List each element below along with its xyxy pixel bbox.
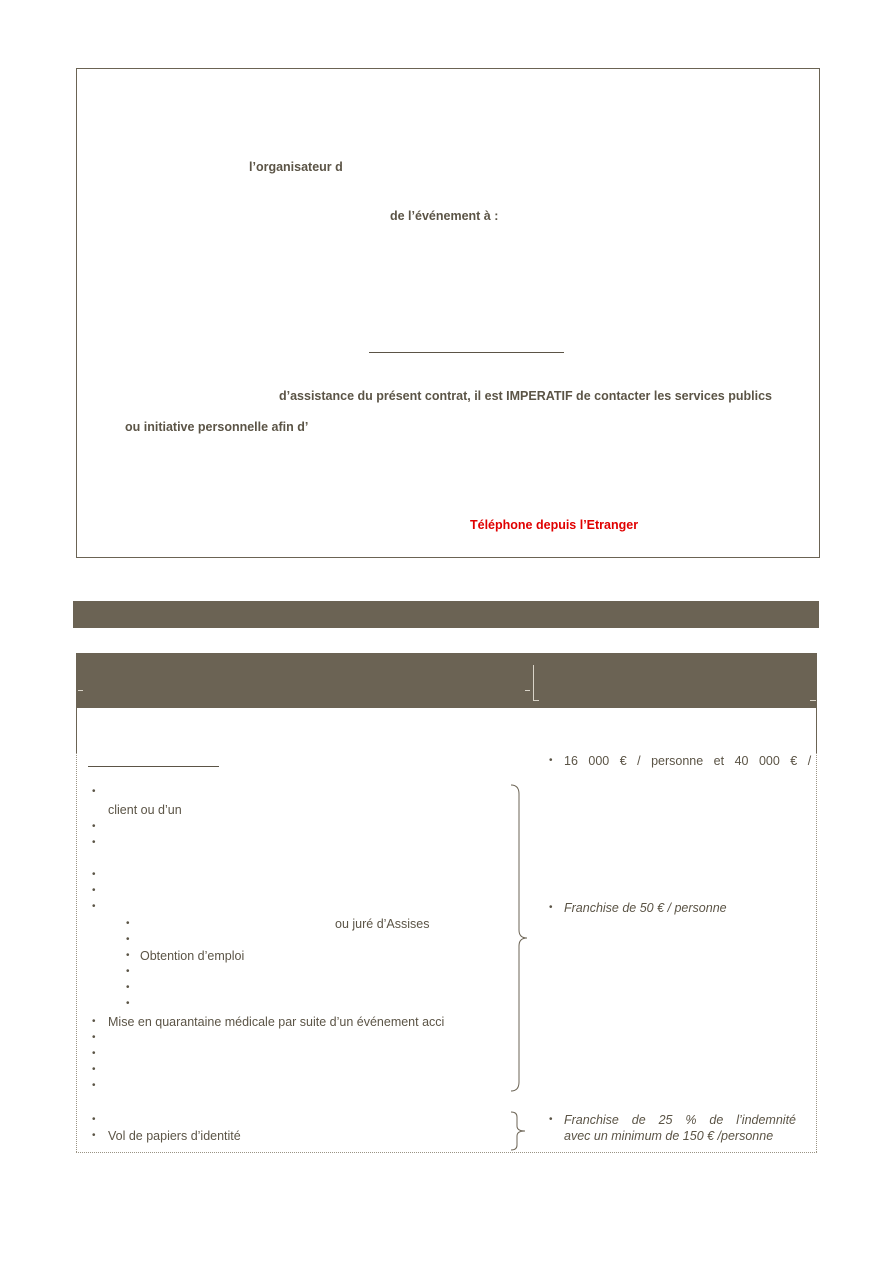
table-frame-left: [76, 708, 77, 753]
table-dotted-right: [816, 753, 817, 1152]
brace-small-icon: [508, 1111, 530, 1151]
header-tick: [810, 700, 816, 701]
plafond-text: 16 000 € / personne et 40 000 € /: [564, 754, 812, 768]
initiative-text: ou initiative personnelle afin d’: [125, 420, 309, 434]
bullet: •: [92, 1048, 96, 1059]
evenement-text: de l’événement à :: [390, 209, 499, 223]
bullet: •: [92, 1130, 96, 1141]
bullet: •: [92, 885, 96, 896]
underline-rule: [369, 352, 564, 353]
header-divider: [533, 665, 534, 700]
table-frame-right: [816, 708, 817, 753]
bullet: •: [92, 901, 96, 912]
sub-bullet: •: [126, 966, 130, 977]
bullet: •: [92, 1032, 96, 1043]
bullet: •: [92, 786, 96, 797]
brace-large-icon: [508, 784, 530, 1092]
table-header: [76, 653, 817, 708]
vol-text: Vol de papiers d’identité: [108, 1129, 241, 1143]
left-heading-underline: [88, 766, 219, 767]
sub-bullet: •: [126, 934, 130, 945]
header-tick: [525, 690, 530, 691]
franchise25-line1: Franchise de 25 % de l’indemnité: [564, 1113, 796, 1127]
header-tick: [78, 690, 83, 691]
franchise50-text: Franchise de 50 € / personne: [564, 901, 727, 915]
bullet: •: [92, 1064, 96, 1075]
bullet: •: [92, 837, 96, 848]
jure-text: ou juré d’Assises: [335, 917, 430, 931]
organisateur-text: l’organisateur d: [249, 160, 343, 174]
bullet: •: [92, 1080, 96, 1091]
sub-bullet: •: [126, 950, 130, 961]
table-dotted-bottom: [76, 1152, 817, 1153]
bullet: •: [549, 902, 553, 913]
quarantaine-text: Mise en quarantaine médicale par suite d’un événement acci: [108, 1015, 445, 1029]
telephone-text: Téléphone depuis l’Etranger: [470, 518, 639, 532]
bullet: •: [92, 821, 96, 832]
emploi-text: Obtention d’emploi: [140, 949, 245, 963]
bullet: •: [549, 755, 553, 766]
sub-bullet: •: [126, 918, 130, 929]
bullet: •: [92, 869, 96, 880]
bullet: •: [92, 1114, 96, 1125]
bullet: •: [549, 1114, 553, 1125]
header-tick: [533, 700, 539, 701]
info-box: [76, 68, 820, 558]
bullet: •: [92, 1016, 96, 1027]
sub-bullet: •: [126, 982, 130, 993]
client-text: client ou d’un: [108, 803, 182, 817]
section-header-band: [73, 601, 819, 628]
franchise25-line2: avec un minimum de 150 € /personne: [564, 1129, 774, 1143]
sub-bullet: •: [126, 998, 130, 1009]
table-dotted-left: [76, 753, 77, 1152]
assistance-text: d’assistance du présent contrat, il est IMPERATIF de contacter les services publics: [279, 389, 772, 403]
